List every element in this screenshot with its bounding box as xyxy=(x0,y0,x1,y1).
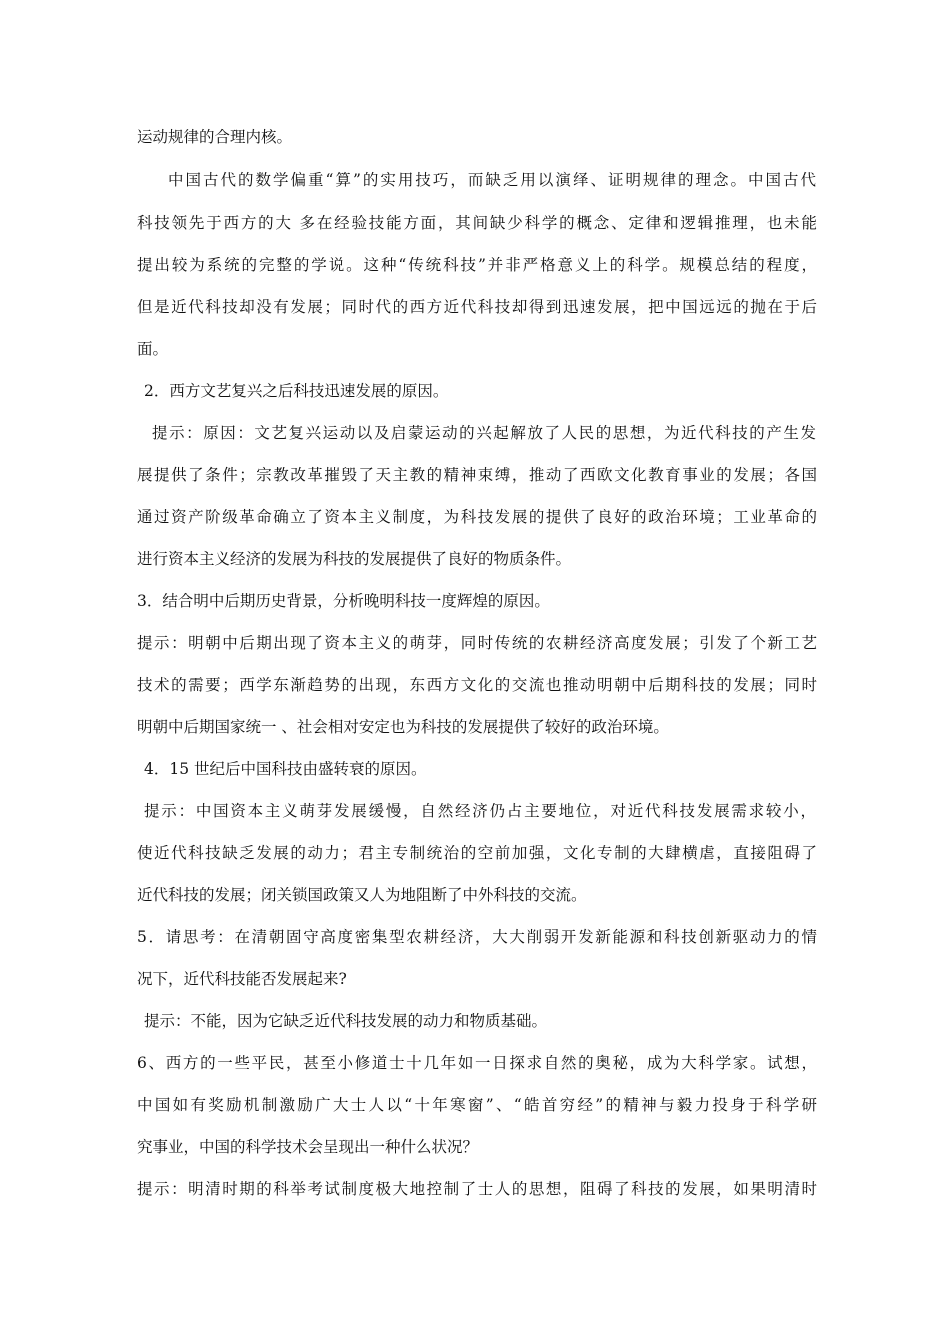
question-heading: 3．结合明中后期历史背景，分析晚明科技一度辉煌的原因。 xyxy=(137,592,550,610)
text-line: 中国如有奖励机制激励广大士人以“十年寒窗”、“皓首穷经”的精神与毅力投身于科学研 xyxy=(137,1096,817,1114)
text-line: 提示：中国资本主义萌芽发展缓慢，自然经济仍占主要地位，对近代科技发展需求较小， xyxy=(144,802,816,820)
text-line: 况下，近代科技能否发展起来? xyxy=(137,970,347,988)
text-line: 提示：明朝中后期出现了资本主义的萌芽，同时传统的农耕经济高度发展；引发了个新工艺 xyxy=(137,634,817,652)
question-heading: 5．请思考：在清朝固守高度密集型农耕经济，大大削弱开发新能源和科技创新驱动力的情 xyxy=(137,928,817,946)
text-line: 提示：原因：文艺复兴运动以及启蒙运动的兴起解放了人民的思想，为近代科技的产生发 xyxy=(152,424,816,442)
text-line: 提出较为系统的完整的学说。这种“传统科技”并非严格意义上的科学。规模总结的程度， xyxy=(137,256,817,274)
text-line: 但是近代科技却没有发展；同时代的西方近代科技却得到迅速发展，把中国远远的抛在于后 xyxy=(137,298,817,316)
text-line: 提示：明清时期的科举考试制度极大地控制了士人的思想，阻碍了科技的发展，如果明清时 xyxy=(137,1180,817,1198)
question-heading: 2．西方文艺复兴之后科技迅速发展的原因。 xyxy=(144,382,449,400)
text-line: 展提供了条件；宗教改革摧毁了天主教的精神束缚，推动了西欧文化教育事业的发展；各国 xyxy=(137,466,817,484)
text-line: 中国古代的数学偏重“算”的实用技巧，而缺乏用以演绎、证明规律的理念。中国古代 xyxy=(168,171,816,189)
text-line: 使近代科技缺乏发展的动力；君主专制统治的空前加强，文化专制的大肆横虐，直接阻碍了 xyxy=(137,844,817,862)
text-line: 面。 xyxy=(137,340,169,358)
text-line: 通过资产阶级革命确立了资本主义制度，为科技发展的提供了良好的政治环境；工业革命的 xyxy=(137,508,817,526)
text-line: 进行资本主义经济的发展为科技的发展提供了良好的物质条件。 xyxy=(137,550,572,568)
question-heading: 4．15 世纪后中国科技由盛转衰的原因。 xyxy=(144,760,427,778)
text-line: 究事业，中国的科学技术会呈现出一种什么状况？ xyxy=(137,1138,479,1156)
text-line: 近代科技的发展；闭关锁国政策又人为地阻断了中外科技的交流。 xyxy=(137,886,587,904)
question-heading: 6、西方的一些平民，甚至小修道士十几年如一日探求自然的奥秘，成为大科学家。试想， xyxy=(137,1054,817,1072)
text-line: 明朝中后期国家统一 、社会相对安定也为科技的发展提供了较好的政治环境。 xyxy=(137,718,669,736)
text-line: 技术的需要；西学东渐趋势的出现，东西方文化的交流也推动明朝中后期科技的发展；同时 xyxy=(137,676,817,694)
text-line: 运动规律的合理内核。 xyxy=(137,128,293,146)
text-line: 提示：不能，因为它缺乏近代科技发展的动力和物质基础。 xyxy=(144,1012,548,1030)
text-line: 科技领先于西方的大 多在经验技能方面，其间缺少科学的概念、定律和逻辑推理，也未能 xyxy=(137,214,817,232)
